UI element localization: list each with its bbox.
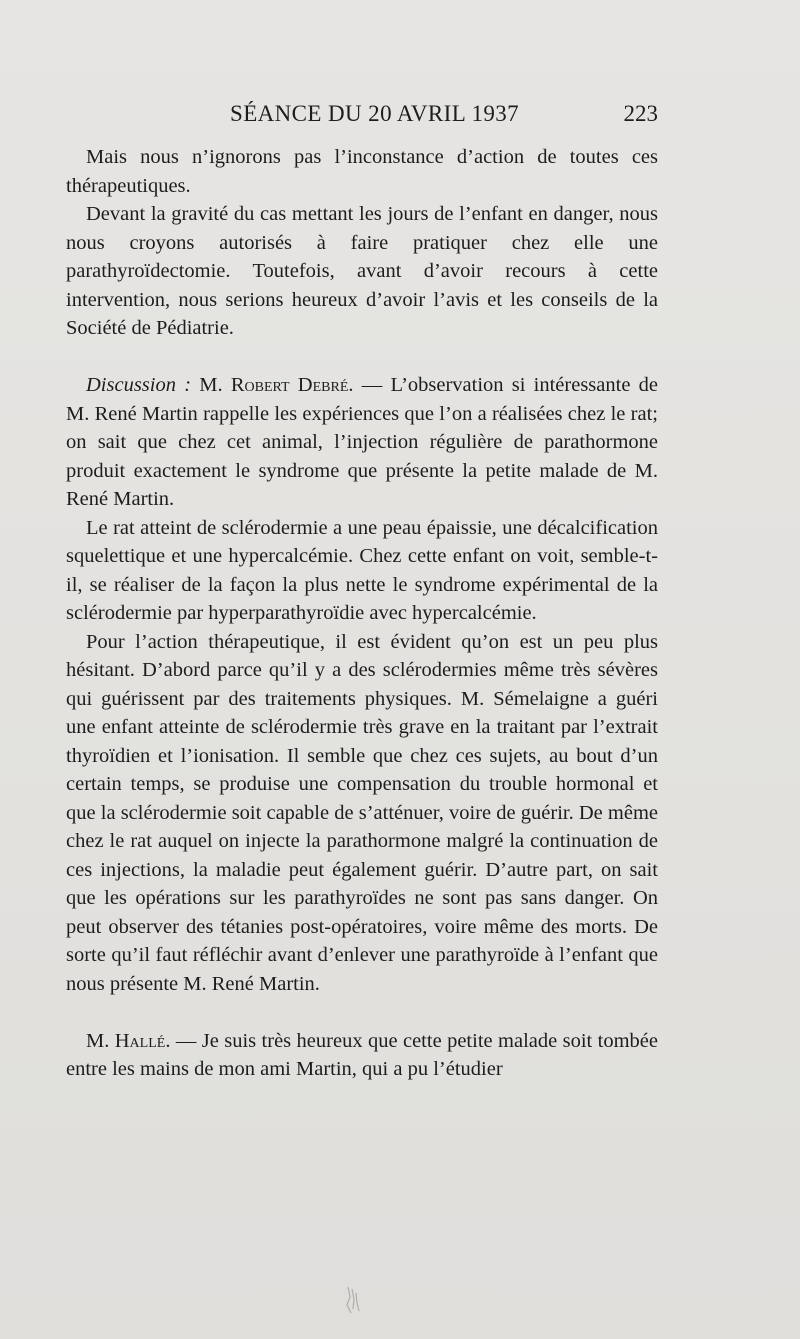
paragraph-discussion [66, 371, 658, 514]
running-header [66, 101, 658, 131]
paragraph-halle [66, 1027, 658, 1084]
speaker-halle: M. Hallé. [86, 1029, 171, 1052]
paragraph-1: Mais nous n’ignorons pas l’inconstance d’action de toutes ces thérapeutiques. [66, 146, 658, 197]
paragraph-4: Le rat atteint de sclérodermie a une peau épaissie, une décalcification squelettique et une hypercalcémie. Chez cette enfant on voit, semble-t-il, se réaliser de la façon la plus nette le syndrome expérimental de la sclérodermie par hyperparathyroïdie avec hypercalcémie. [66, 516, 658, 624]
page-number: 223 [623, 101, 658, 126]
discussion-label: Discussion : [86, 374, 192, 396]
body-text [66, 143, 658, 1084]
discussion-text: — L’observation si intéressante de M. René Martin rappelle les expériences que l’on a réalisées chez le rat; on sait que chez cet animal, l’injection régulière de parathormone produit exactement le syndrome que présente la petite malade de M. René Martin. [66, 374, 658, 510]
halle-text: — Je suis très heureux que cette petite malade soit tombée entre les mains de mon ami Martin, qui a pu l’étudier [66, 1029, 658, 1080]
running-title: SÉANCE DU 20 AVRIL 1937 [230, 101, 520, 126]
paragraph-5: Pour l’action thérapeutique, il est évident qu’on est un peu plus hésitant. D’abord parce qu’il y a des sclérodermies même très sévères qui guérissent par des traitements physiques. M. Sémelaigne a guéri une enfant atteinte de sclérodermie très grave en la traitant par l’extrait thyroïdien et l’ionisation. Il semble que chez ces sujets, au bout d’un certain temps, se produise une compensation du trouble hormonal et que la sclérodermie soit capable de s’atténuer, voire de guérir. De même chez le rat auquel on injecte la parathormone malgré la continuation de ces injections, la maladie peut également guérir. D’autre part, on sait que les opérations sur les parathyroïdes ne sont pas sans danger. On peut observer des tétanies post-opératoires, voire même des morts. De sorte qu’il faut réfléchir avant d’enlever une parathyroïde à l’enfant que nous présente M. René Martin. [66, 630, 658, 995]
paragraph-2: Devant la gravité du cas mettant les jours de l’enfant en danger, nous nous croyons autorisés à faire pratiquer chez elle une parathyroïdectomie. Toutefois, avant d’avoir recours à cette intervention, nous serions heureux d’avoir l’avis et les conseils de la Société de Pédiatrie. [66, 203, 658, 339]
speaker-debre: M. Robert Debré. [199, 374, 354, 396]
ink-smudge [338, 1283, 364, 1317]
